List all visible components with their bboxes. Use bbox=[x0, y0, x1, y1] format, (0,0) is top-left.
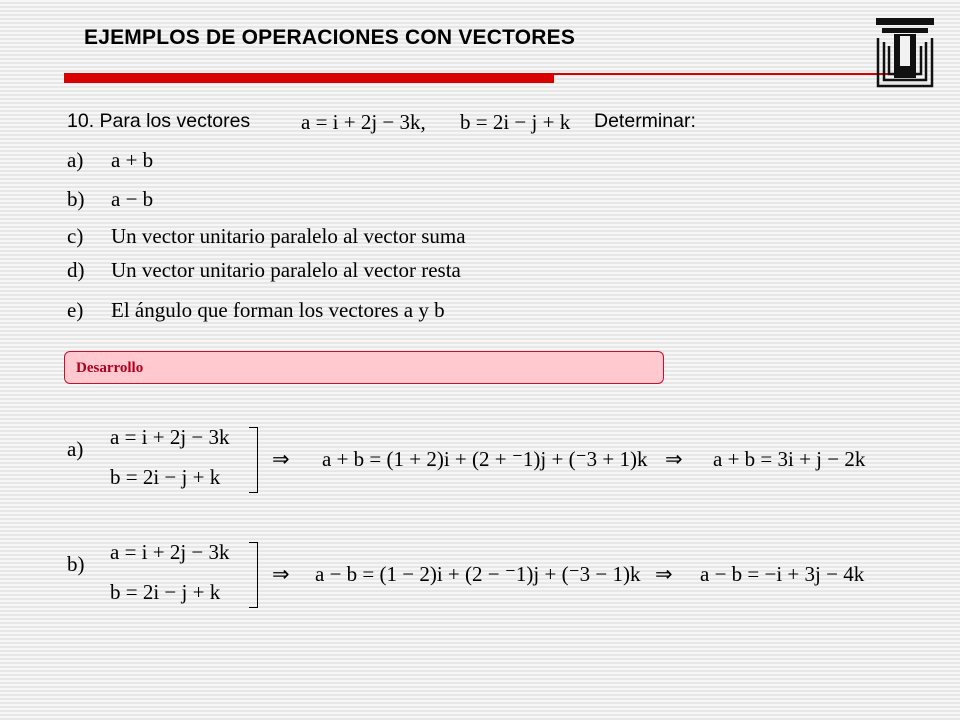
title-accent-line bbox=[554, 73, 914, 75]
title-accent-bar bbox=[64, 73, 554, 83]
list-item bbox=[67, 258, 461, 283]
solution-block bbox=[67, 540, 937, 610]
implies-arrow: ⇒ bbox=[665, 447, 683, 471]
list-item bbox=[67, 224, 466, 249]
item-text: Un vector unitario paralelo al vector resta bbox=[111, 258, 461, 282]
item-text: a + b bbox=[111, 148, 154, 172]
problem-statement bbox=[67, 110, 696, 134]
item-text: Un vector unitario paralelo al vector suma bbox=[111, 224, 466, 248]
list-item bbox=[67, 298, 445, 323]
implies-arrow: ⇒ bbox=[272, 562, 290, 586]
vector-b-definition: b = 2i − j + k bbox=[460, 110, 571, 134]
item-text: El ángulo que forman los vectores a y b bbox=[111, 298, 445, 322]
difference-result: a − b = −i + 3j − 4k bbox=[700, 562, 865, 586]
implies-arrow: ⇒ bbox=[655, 562, 673, 586]
slide-title: EJEMPLOS DE OPERACIONES CON VECTORES bbox=[84, 26, 576, 49]
implies-arrow: ⇒ bbox=[272, 447, 290, 471]
section-header-box bbox=[64, 351, 664, 384]
difference-working: a − b = (1 − 2)i + (2 − ⁻1)j + (⁻3 − 1)k bbox=[315, 562, 641, 586]
solution-letter: a) bbox=[67, 437, 84, 461]
item-letter: a) bbox=[67, 148, 84, 172]
vector-a-equation: a = i + 2j − 3k bbox=[110, 425, 230, 449]
brace bbox=[249, 542, 258, 608]
sum-working: a + b = (1 + 2)i + (2 + ⁻1)j + (⁻3 + 1)k bbox=[322, 447, 648, 471]
institution-logo-icon bbox=[872, 16, 938, 90]
vector-a-equation: a = i + 2j − 3k bbox=[110, 540, 230, 564]
item-text: a − b bbox=[111, 187, 154, 211]
problem-instruction: Determinar: bbox=[594, 110, 696, 132]
list-item bbox=[67, 148, 153, 173]
vector-a-definition: a = i + 2j − 3k, bbox=[301, 110, 426, 134]
sum-result: a + b = 3i + j − 2k bbox=[713, 447, 866, 471]
list-item bbox=[67, 187, 153, 212]
solution-block bbox=[67, 425, 937, 495]
problem-intro: 10. Para los vectores bbox=[67, 110, 251, 132]
vector-b-equation: b = 2i − j + k bbox=[110, 465, 221, 489]
vector-b-equation: b = 2i − j + k bbox=[110, 580, 221, 604]
item-letter: c) bbox=[67, 224, 84, 248]
solution-letter: b) bbox=[67, 552, 85, 576]
item-letter: d) bbox=[67, 258, 85, 282]
item-letter: b) bbox=[67, 187, 85, 211]
item-letter: e) bbox=[67, 298, 84, 322]
brace bbox=[249, 427, 258, 493]
section-label: Desarrollo bbox=[76, 360, 144, 376]
